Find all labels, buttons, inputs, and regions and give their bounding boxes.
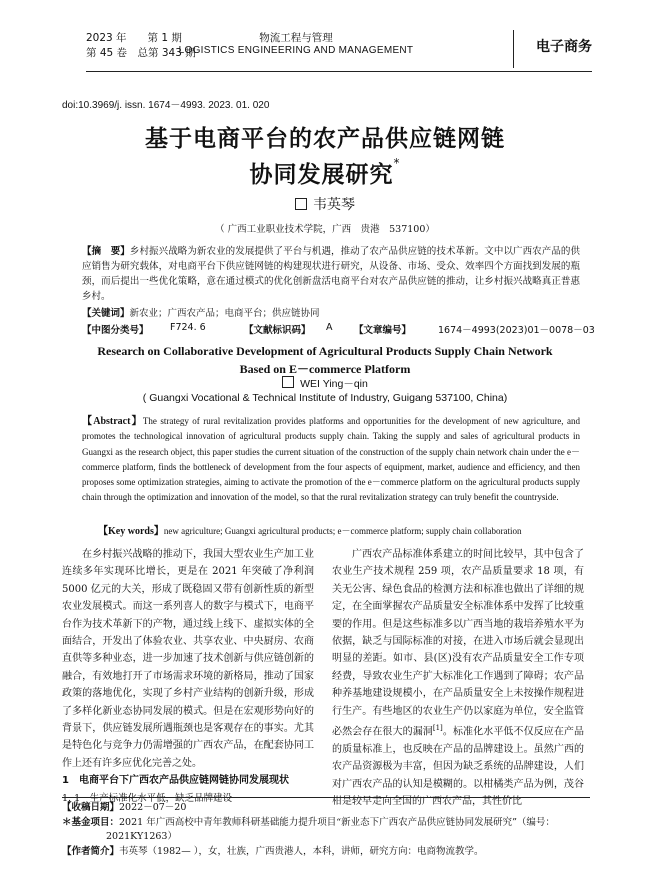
article-no-label: 【文章编号】 [354, 325, 412, 336]
keywords-en-text: new agriculture; Guangxi agricultural products; e－commerce platform; supply chain collaboration [163, 526, 522, 536]
body-left-column [62, 546, 314, 807]
keywords-cn-text: 新农业；广西农产品；电商平台；供应链协同 [129, 308, 320, 319]
clc-value: F724. 6 [170, 322, 206, 333]
journal-name-cn: 物流工程与管理 [259, 32, 333, 44]
keywords-cn [82, 306, 580, 321]
title-line-2 [0, 156, 650, 189]
abstract-en-label: 【Abstract】 [82, 416, 143, 427]
title-en-line-1: Research on Collaborative Development of Agricultural Products Supply Chain Network [97, 344, 553, 358]
body-paragraph: 在乡村振兴战略的推动下，我国大型农业生产加工业连续多年实现环比增长，更是在 2021 年突破了净利润 5000 亿元的大关，形成了既稳固又带有创新性质的新型农业发展模式。而这一系列喜人的数字与模式下，电商平台作为技术革新下的产物，通过线上线下、虚拟实体的全面结合，开发出了体验农业、共享农业、中央厨房、农商直供等多种业态，进一步加速了技术创新与供应链创新的融合，有效地打开了市场需求环境的新格局，推动了国家政策的落地优化，实现了乡村产业结构的创新升级，形成了多样化新业态协同发展的模式。但是在宏观形势向好的背景下，供应链发展所遇瓶颈也是客观存在的事实。尤其是特色化与竞争力仍需增强的广西农产品，在配套协同工作上还有许多应优化完善之处。 [62, 549, 314, 769]
body-right-column [332, 546, 584, 810]
author-en-box-icon [282, 376, 294, 388]
abstract-cn [82, 244, 580, 304]
doc-code-label: 【文献标识码】 [244, 325, 311, 336]
subsection-heading: 1. 1 生产标准化水平低，缺乏品牌建设 [62, 792, 233, 804]
page-header [86, 28, 592, 72]
author-en-name: WEI Ying－qin [300, 378, 368, 390]
received-date: 【收稿日期】2022－07－20 [62, 802, 187, 813]
section-heading: 1 电商平台下广西农产品供应链网链协同发展现状 [62, 775, 289, 787]
citation: [1] [432, 724, 443, 733]
abstract-en [82, 414, 580, 506]
keywords-en [98, 522, 578, 537]
year-issue: 2023 年 第 1 期 [86, 32, 182, 44]
section-label: 电子商务 [536, 39, 592, 55]
author-name: 韦英琴 [313, 197, 355, 213]
header-divider [513, 30, 514, 68]
body-text-cont: 。标准化水平低不仅反应在产品的质量标准上，也反映在产品的品牌建设上。虽然广西的农产品资源极为丰富，但因为缺乏系统的品牌建设，人们对广西农产品的认知是模糊的。以柑橘类产品为例，茂谷柑是较早走向全国的广西农产品，其性价比 [332, 726, 585, 808]
keywords-cn-label: 【关键词】 [82, 308, 130, 319]
fund-project-cont: 2021KY1263） [106, 831, 177, 842]
body-paragraph [332, 546, 584, 810]
author [0, 194, 650, 214]
body-text: 广西农产品标准体系建立的时间比较早，其中包含了农业生产技术规程 259 项，农产品质量要求 18 项，有关无公害、绿色食品的检测方法和标准也做出了详细的规定，在全面掌握农产品质量安全标准体系中发挥了比较重要的作用。但是这些标准多以广西当地的栽培养殖水平为依据，缺乏与国际标准的对接，在进入市场后就会显现出明显的差距。如市、县(区)没有农产品质量安全工作专项经费，导致农业生产扩大标准化工作遇到了障碍；农产品种养基地建设规模小，在产品质量安全上未按操作规程进行生产。有些地区的农业生产仍以家庭为单位，安全监管必然会存在很大的漏洞 [332, 549, 584, 738]
journal-name-en: LOGISTICS ENGINEERING AND MANAGEMENT [178, 45, 414, 56]
article-no-value: 1674－4993(2023)01－0078－03 [438, 325, 595, 336]
doi: doi:10.3969/j. issn. 1674－4993. 2023. 01. 020 [62, 100, 270, 111]
title-line-1: 基于电商平台的农产品供应链网链 [145, 126, 505, 152]
clc-label: 【中图分类号】 [82, 325, 149, 336]
doc-code-value: A [326, 322, 333, 333]
fund-project: ＊基金项目：2021 年广西高校中青年教师科研基础能力提升项目“新业态下广西农产品供应链协同发展研究”（编号： [62, 816, 555, 828]
affiliation: （ 广西工业职业技术学院，广西 贵港 537100） [215, 224, 435, 235]
abstract-en-text: The strategy of rural revitalization provides platforms and opportunities for the development of new agriculture, and promotes the technological innovation of agricultural products supply chain. Taking the supply and sales of agricultural products in Guangxi as the research object, this paper studies the current situation of the construction of the supply chain network chain under the e－commerce platform, finds the bottleneck of development from the four aspects of equipment, market, audience and efficiency, and then proposes some optimization strategies, aiming to activate the promotion of the e－commerce platform on the agricultural products supply chain through the optimization and innovation of the model, so that the rural revitalization strategy can truly benefit the countryside. [82, 416, 580, 503]
author-en [0, 376, 650, 391]
title-en-line-2: Based on E－commerce Platform [239, 362, 411, 376]
title-footnote-mark: * [393, 156, 401, 170]
author-box-icon [295, 198, 307, 210]
title-line-2-text: 协同发展研究 [249, 162, 394, 188]
author-bio: 【作者简介】韦英琴（1982— ），女，壮族，广西贵港人，本科，讲师，研究方向：电商物流教学。 [62, 845, 484, 857]
affiliation-en: ( Guangxi Vocational & Technical Institute of Industry, Guigang 537100, China) [142, 392, 508, 404]
keywords-en-label: 【Key words】 [98, 526, 164, 537]
abstract-cn-text: 乡村振兴战略为新农业的发展提供了平台与机遇，推动了农产品供应链的技术革新。文中以广西农产品的供应销售为研究载体，对电商平台下供应链网链的构建现状进行研究，从设备、市场、受众、效率四个方面找到发展的瓶颈，而后提出一些优化策略，意在通过模式的优化创新盘活电商平台对农产品供应链的推动，让乡村振兴战略真正普惠乡村。 [82, 246, 580, 302]
abstract-cn-label: 【摘 要】 [82, 246, 130, 257]
footnotes [62, 797, 590, 859]
volume-total: 第 45 卷 总第 343 期 [86, 47, 196, 59]
